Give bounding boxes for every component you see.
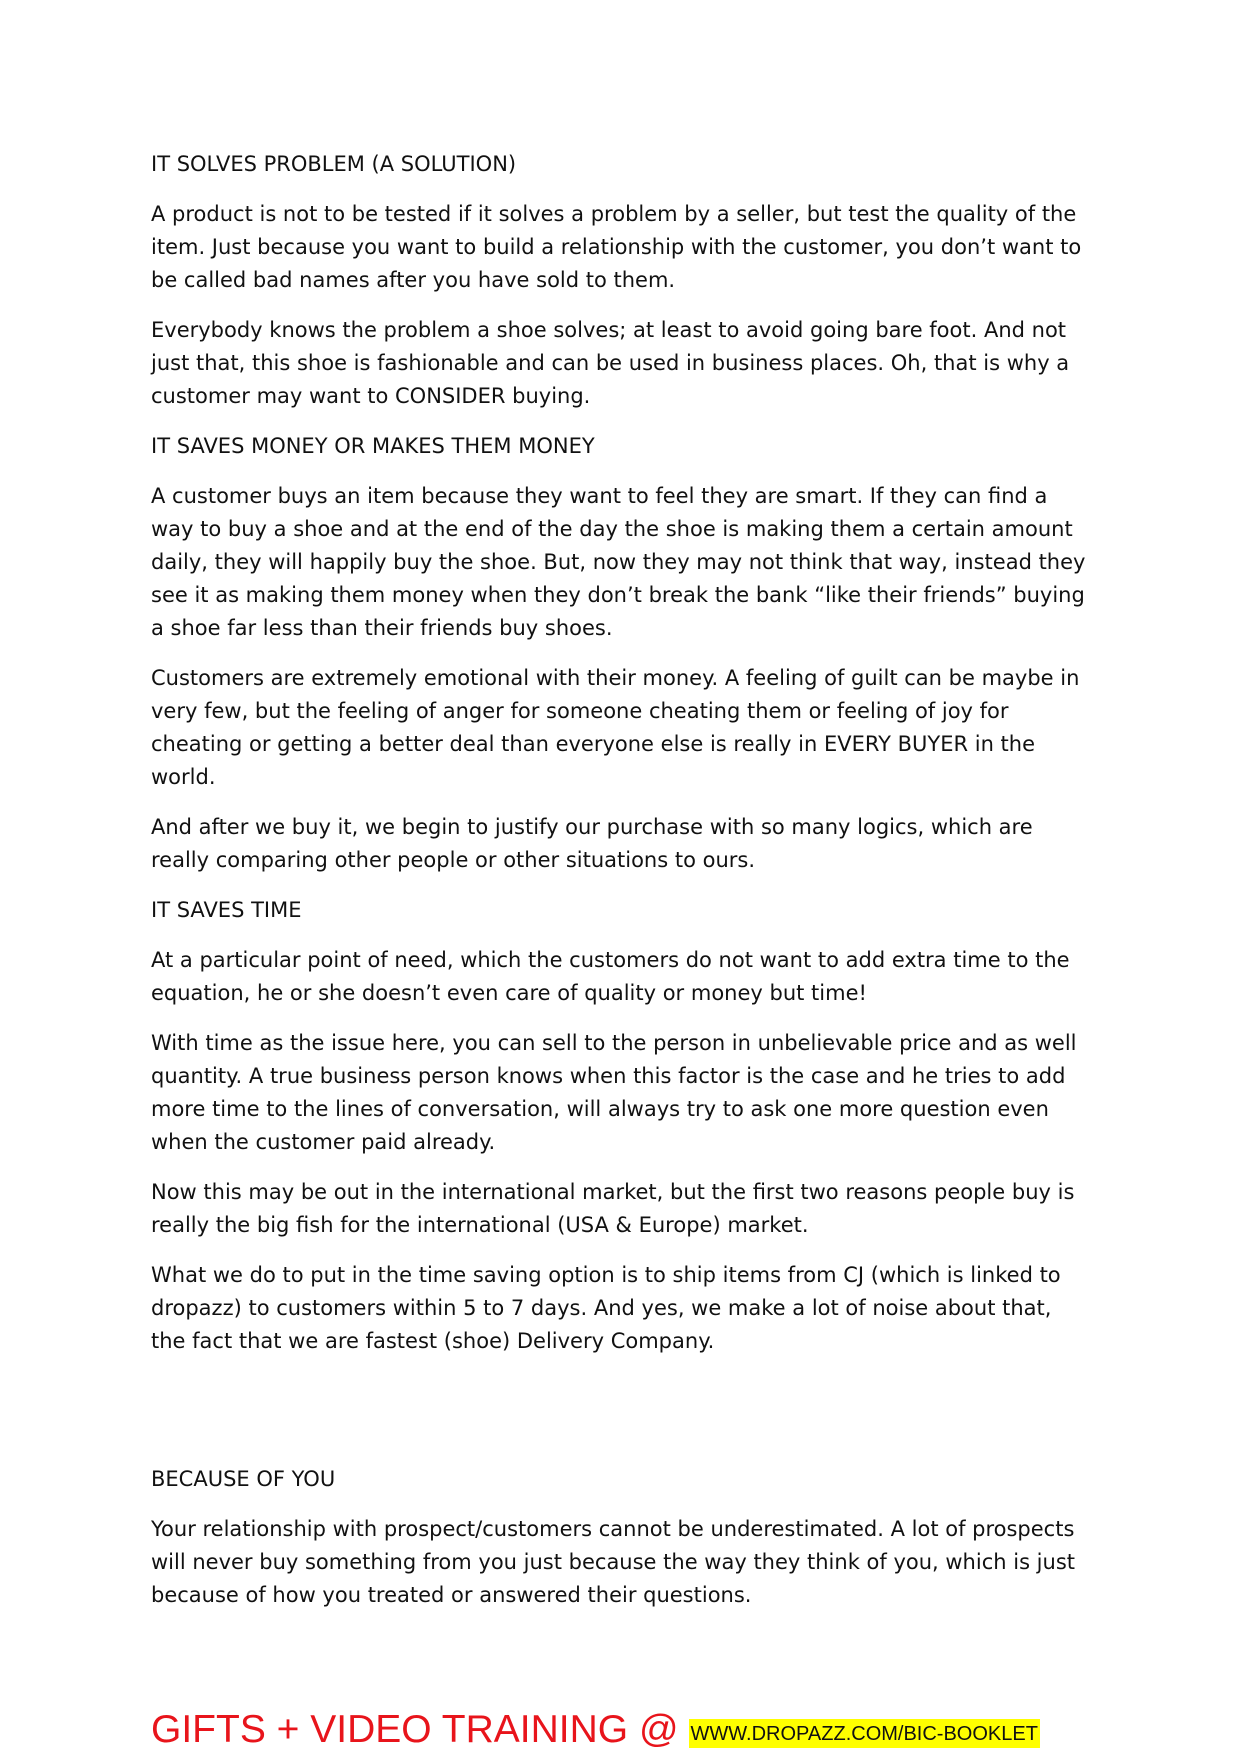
paragraph: Everybody knows the problem a shoe solves; at least to avoid going bare foot. And not just that, this shoe is fashionable and can be used in business places. Oh, that is why a customer may want to CONSIDER buying. [151, 318, 1070, 408]
footer-promo [151, 1706, 1040, 1752]
document-body [151, 148, 1091, 1629]
section-heading: BECAUSE OF YOU [151, 1467, 336, 1491]
section-saves-time [151, 894, 1091, 1358]
footer-promo-label: GIFTS + VIDEO TRAINING @ [151, 1708, 679, 1751]
section-spacer [151, 1375, 1091, 1463]
section-solves-problem [151, 148, 1091, 413]
paragraph: What we do to put in the time saving option is to ship items from CJ (which is linked to dropazz) to customers within 5 to 7 days. And yes, we make a lot of noise about that, the fact that we are fastest (shoe) Delivery Company. [151, 1263, 1061, 1353]
section-because-of-you [151, 1463, 1091, 1612]
paragraph: Now this may be out in the international market, but the first two reasons people buy is really the big fish for the international (USA & Europe) market. [151, 1180, 1075, 1237]
paragraph: Your relationship with prospect/customers cannot be underestimated. A lot of prospects will never buy something from you just because the way they think of you, which is just because of how you treated or answered their questions. [151, 1517, 1075, 1607]
paragraph: At a particular point of need, which the customers do not want to add extra time to the equation, he or she doesn’t even care of quality or money but time! [151, 948, 1070, 1005]
paragraph: A customer buys an item because they want to feel they are smart. If they can find a way to buy a shoe and at the end of the day the shoe is making them a certain amount daily, they will happily buy the shoe. But, now they may not think that way, instead they see it as making them money when they don’t break the bank “like their friends” buying a shoe far less than their friends buy shoes. [151, 484, 1086, 640]
paragraph: Customers are extremely emotional with their money. A feeling of guilt can be maybe in very few, but the feeling of anger for someone cheating them or feeling of joy for cheating or getting a better deal than everyone else is really in EVERY BUYER in the world. [151, 666, 1080, 789]
paragraph: With time as the issue here, you can sell to the person in unbelievable price and as well quantity. A true business person knows when this factor is the case and he tries to add more time to the lines of conversation, will always try to ask one more question even when the customer paid already. [151, 1031, 1077, 1154]
section-heading: IT SAVES MONEY OR MAKES THEM MONEY [151, 434, 595, 458]
section-heading: IT SOLVES PROBLEM (A SOLUTION) [151, 152, 517, 176]
section-heading: IT SAVES TIME [151, 898, 302, 922]
paragraph: And after we buy it, we begin to justify our purchase with so many logics, which are really comparing other people or other situations to ours. [151, 815, 1033, 872]
paragraph: A product is not to be tested if it solves a problem by a seller, but test the quality of the item. Just because you want to build a relationship with the customer, you don’t want to be called bad names after you have sold to them. [151, 202, 1082, 292]
footer-promo-link[interactable]: WWW.DROPAZZ.COM/BIC-BOOKLET [689, 1719, 1040, 1748]
section-saves-money [151, 430, 1091, 877]
